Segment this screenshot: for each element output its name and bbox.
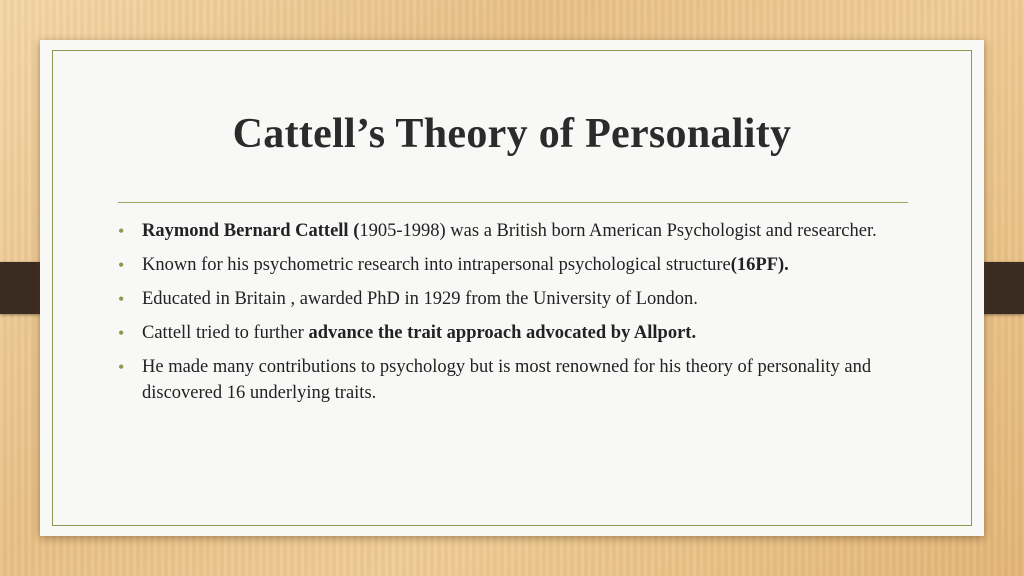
bullet-text: Known for his psychometric research into intrapersonal psychological structure (142, 255, 731, 275)
bullet-item (118, 286, 908, 312)
bullet-dot-icon: • (118, 357, 125, 377)
bullet-text: Cattell tried to further (142, 323, 309, 343)
bullet-dot-icon: • (118, 255, 125, 275)
bullet-item (118, 252, 908, 278)
bullet-text: 1905-1998) was a British born American Psychologist and researcher. (359, 221, 877, 241)
bullet-bold-text: advance the trait approach advocated by Allport. (308, 323, 697, 343)
bullet-list (118, 218, 908, 414)
bullet-text: Educated in Britain , awarded PhD in 1929 from the University of London. (142, 289, 698, 309)
bullet-item (118, 218, 908, 244)
bullet-bold-text: (16PF). (730, 255, 789, 275)
bullet-text: He made many contributions to psychology but is most renowned for his theory of personality and discovered 16 underlying traits. (142, 357, 872, 403)
slide-title: Cattell’s Theory of Personality (232, 111, 792, 157)
slide-card (40, 40, 984, 536)
title-divider (118, 202, 908, 203)
bullet-item (118, 320, 908, 346)
bullet-dot-icon: • (118, 289, 125, 309)
bullet-item (118, 354, 908, 406)
bullet-dot-icon: • (118, 323, 125, 343)
bullet-dot-icon: • (118, 221, 125, 241)
bullet-bold-text: Raymond Bernard Cattell ( (142, 221, 360, 241)
